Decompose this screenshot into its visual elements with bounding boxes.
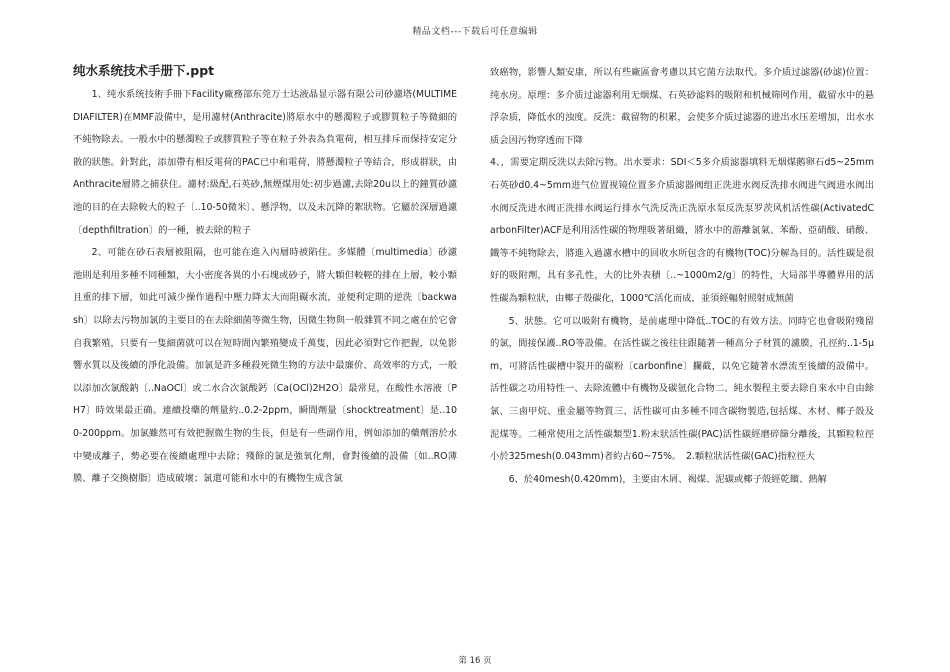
paragraph-4: 4、，需要定期反洗以去除污物。出水要求：SDI＜5多介质滤器填料无烟煤鹅卵石d5~25mm石英砂d0.4~5mm进气位置视镜位置多介质滤器阀组正洗进水阀反洗排水阀进气阀进水阀出水阀反洗进水阀正洗排水阀运行排水气洗反洗正洗原水泵反洗泵罗茨风机活性碳(ActivatedCarbonFilter)ACF是利用活性碳的物理吸著組織，將水中的游離氯氣、苯酚、亞硝酸、硝酸、鐵等不純物除去，將進入過濾水槽中的回收水所包含的有機物(TOC)分解為目的。活性碳是很好的吸附劑，具有多孔性，大的比外表積〔..~1000m2/g〕的特性，大局部半導體界用的活性碳為顆粒狀，由椰子殼碳化，1000℃活化而成，並須經輻射照射成無菌 xyxy=(490,157,874,304)
paragraph-6: 6、於40mesh(0.420mm)，主要由木屑、褐煤、泥碳或椰子殼經乾餾、熱解 xyxy=(508,473,827,485)
paragraph-1: 1、纯水系统技術手冊下Facility廠務部东莞万士达液晶显示器有限公司砂濾塔(MULTIMEDIAFILTER)在MMF設備中，是用濾材(Anthracite)將原水中的懸濁粒子或膠質粒子等微細的不純物除去。一般水中的懸濁粒子或膠質粒子等在粒子外表為負電荷，相互排斥而保持安定分散的狀態。針對此，添加帶有相反電荷的PAC已中和電荷，將懸濁粒子等結合，形成群狀，由Anthracite層將之捕获住。濾材:級配,石英砂,無煙煤用处:初步過濾,去除20u以上的鐘質砂濾池的目的在去除較大的粒子〔..10-50微米〕、懸浮物，以及未沉降的絮狀物。它屬於深層過濾〔depthfiltration〕的一種，被去除的粒子 xyxy=(73,89,457,236)
right-column xyxy=(490,62,874,491)
paragraph-3: 致癌物，影響人類安康，所以有些廠區會考慮以其它菌方法取代。多介质过滤器(砂滤)位置：纯水房。原理：多介质过滤器利用无烟煤、石英砂滤料的吸附和机械筛网作用，截留水中的悬浮杂质，降低水的浊度。反洗：截留物的积累，会使多介质过滤器的进出水压差增加，出水水质会因污物穿透而下降 xyxy=(490,67,874,146)
page-number: 第 16 页 xyxy=(458,656,492,666)
document-title: 纯水系统技术手册下.ppt xyxy=(73,63,215,78)
paragraph-2: 2、可能在砂石表層被阻隔，也可能在進入內層時被陷住。多媒體〔multimedia〕砂濾池則是利用多種不同種類，大小密度各異的小石塊或砂子，將大顆但較輕的排在上層，較小顆且重的排下層，如此可減少操作過程中壓力降太大而阻礙水流，並便利定期的逆洗〔backwash〕以除去污物加氯的主要目的在去除細菌等微生物，因微生物與一般雜質不同之處在於它會自我繁殖，只要有一隻細菌就可以在短時間內繁殖變成千萬隻，因此必須對它作把握，以免影響水質以及後續的淨化設備。加氯是許多種殺死微生物的方法中最廉价、高效率的方式，一般以添加次氯酸鈉〔..NaOCl〕或二水合次氯酸鈣〔Ca(OCl)2H2O〕最常見，在酸性水溶液〔PH7〕時效果最正确。連續投藥的劑量約..0.2-2ppm，瞬間劑量〔shocktreatment〕是..100-200ppm。加氯雖然可有效把握微生物的生長，但是有一些副作用，例如添加的藥劑溶於水中變成離子，勢必要在後續處理中去除；殘餘的氯是強氧化劑，會對後續的設備〔如..RO薄膜、離子交換樹脂〕造成破壞；氯還可能和水中的有機物生成含氯 xyxy=(73,247,457,485)
left-column xyxy=(73,62,457,491)
paragraph-5: 5、狀態。它可以吸附有機物，是前處理中降低..TOC的有效方法。同時它也會吸附殘留的氯，間接保護..RO等設備。在活性碳之後往往跟隨著一種高分子材質的濾膜，孔徑約..1-5μm，可將活性碳槽中裂开的碳粉〔carbonfine〕攔截，以免它隨著水漂流至後續的設備中。活性碳之功用特性一、去除流體中有機物及碳氫化合物二、純水製程主要去除自來水中自由餘氯、三鹵甲烷、重金屬等物質三、活性碳可由多種不同含碳物製造,包括煤、木材、椰子殼及泥煤等。二種常使用之活性碳類型1.粉末狀活性碳(PAC)活性碳經磨碎篩分離後，其顆粒粒徑小於325mesh(0.043mm)者約占60~75%。 2.顆粒狀活性碳(GAC)指粒徑大 xyxy=(490,315,874,463)
header-note: 精品文档---下载后可任意编辑 xyxy=(412,27,538,37)
